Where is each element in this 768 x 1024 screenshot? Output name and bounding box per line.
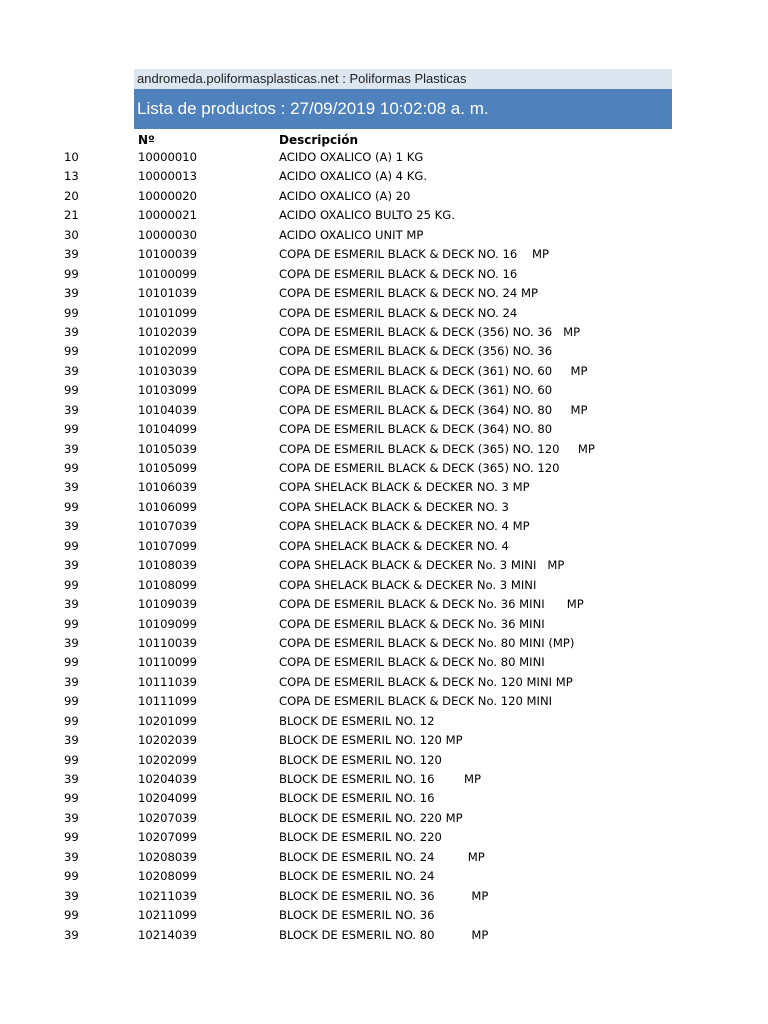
row-code: 39 — [64, 324, 79, 339]
table-row — [0, 887, 768, 906]
row-description: COPA DE ESMERIL BLACK & DECK (365) NO. 120 MP — [279, 441, 595, 456]
row-description: BLOCK DE ESMERIL NO. 220 MP — [279, 810, 463, 825]
row-description: BLOCK DE ESMERIL NO. 16 — [279, 791, 435, 806]
row-number: 10107099 — [138, 538, 198, 553]
row-description: BLOCK DE ESMERIL NO. 120 — [279, 752, 442, 767]
table-row — [0, 556, 768, 575]
row-code: 99 — [64, 538, 79, 553]
table-row — [0, 848, 768, 867]
row-code: 13 — [64, 169, 79, 184]
row-code: 39 — [64, 558, 79, 573]
column-header-description: Descripción — [279, 133, 358, 147]
row-code: 99 — [64, 713, 79, 728]
row-code: 39 — [64, 810, 79, 825]
table-row — [0, 148, 768, 167]
row-number: 10109099 — [138, 616, 198, 631]
row-code: 39 — [64, 441, 79, 456]
table-row — [0, 226, 768, 245]
row-description: BLOCK DE ESMERIL NO. 24 — [279, 869, 435, 884]
table-row — [0, 673, 768, 692]
row-number: 10204039 — [138, 772, 198, 786]
row-code: 99 — [64, 305, 79, 320]
row-code: 99 — [64, 791, 79, 806]
row-number: 10110099 — [138, 655, 198, 670]
row-number: 10106039 — [138, 480, 198, 495]
table-row — [0, 906, 768, 925]
row-description: COPA DE ESMERIL BLACK & DECK (365) NO. 120 — [279, 461, 560, 475]
row-description: COPA DE ESMERIL BLACK & DECK (356) NO. 36 — [279, 344, 553, 359]
row-number: 10102099 — [138, 344, 198, 359]
row-code: 20 — [64, 188, 79, 203]
row-number: 10102039 — [138, 324, 198, 339]
row-code: 39 — [64, 597, 79, 612]
row-code: 30 — [64, 227, 79, 242]
row-code: 10 — [64, 150, 79, 164]
table-row — [0, 809, 768, 828]
row-number: 10110039 — [138, 635, 198, 650]
row-description: COPA SHELACK BLACK & DECKER No. 3 MINI MP — [279, 558, 565, 573]
row-description: COPA DE ESMERIL BLACK & DECK NO. 16 MP — [279, 247, 549, 262]
row-number: 10204099 — [138, 791, 198, 806]
row-code: 99 — [64, 752, 79, 767]
row-description: COPA DE ESMERIL BLACK & DECK (356) NO. 36 MP — [279, 324, 581, 339]
row-code: 39 — [64, 635, 79, 650]
table-row — [0, 653, 768, 672]
row-number: 10101099 — [138, 305, 198, 320]
row-description: COPA DE ESMERIL BLACK & DECK No. 120 MINI — [279, 694, 553, 709]
table-row — [0, 692, 768, 711]
row-number: 10000020 — [138, 188, 198, 203]
row-description: COPA SHELACK BLACK & DECKER NO. 4 — [279, 538, 509, 553]
table-row — [0, 284, 768, 303]
row-code: 21 — [64, 208, 79, 223]
row-description: COPA SHELACK BLACK & DECKER NO. 3 MP — [279, 480, 530, 495]
row-code: 39 — [64, 480, 79, 495]
product-table — [0, 148, 768, 945]
table-row — [0, 867, 768, 886]
table-row — [0, 187, 768, 206]
row-number: 10000021 — [138, 208, 198, 223]
row-number: 10207039 — [138, 810, 198, 825]
row-code: 99 — [64, 869, 79, 884]
table-row — [0, 926, 768, 945]
row-description: BLOCK DE ESMERIL NO. 24 MP — [279, 849, 485, 864]
row-number: 10211099 — [138, 908, 198, 923]
table-row — [0, 828, 768, 847]
row-number: 10100039 — [138, 247, 198, 262]
row-description: COPA DE ESMERIL BLACK & DECK No. 120 MINI MP — [279, 674, 573, 689]
row-number: 10104099 — [138, 422, 198, 437]
table-row — [0, 770, 768, 789]
row-number: 10106099 — [138, 499, 198, 514]
row-number: 10201099 — [138, 713, 198, 728]
row-description: BLOCK DE ESMERIL NO. 36 MP — [279, 888, 489, 903]
row-number: 10000030 — [138, 227, 198, 242]
row-number: 10100099 — [138, 266, 198, 281]
table-row — [0, 304, 768, 323]
table-row — [0, 440, 768, 459]
table-row — [0, 537, 768, 556]
row-description: COPA DE ESMERIL BLACK & DECK (361) NO. 60 MP — [279, 363, 588, 378]
row-code: 99 — [64, 655, 79, 670]
row-description: COPA DE ESMERIL BLACK & DECK (364) NO. 80 MP — [279, 402, 588, 417]
row-description: COPA DE ESMERIL BLACK & DECK NO. 24 MP — [279, 286, 538, 301]
table-row — [0, 576, 768, 595]
row-description: COPA DE ESMERIL BLACK & DECK No. 80 MINI (MP) — [279, 635, 575, 650]
row-code: 39 — [64, 363, 79, 378]
row-number: 10202099 — [138, 752, 198, 767]
table-row — [0, 731, 768, 750]
row-description: COPA DE ESMERIL BLACK & DECK NO. 16 — [279, 266, 518, 281]
row-code: 99 — [64, 616, 79, 631]
row-code: 39 — [64, 674, 79, 689]
row-description: BLOCK DE ESMERIL NO. 220 — [279, 830, 442, 845]
row-code: 99 — [64, 422, 79, 437]
table-row — [0, 789, 768, 808]
row-description: COPA DE ESMERIL BLACK & DECK (361) NO. 60 — [279, 383, 553, 398]
row-description: COPA DE ESMERIL BLACK & DECK No. 80 MINI — [279, 655, 545, 670]
row-code: 39 — [64, 286, 79, 301]
row-description: COPA DE ESMERIL BLACK & DECK No. 36 MINI MP — [279, 597, 584, 612]
row-description: COPA SHELACK BLACK & DECKER NO. 3 — [279, 499, 509, 514]
table-row — [0, 595, 768, 614]
row-number: 10000010 — [138, 150, 198, 164]
table-row — [0, 206, 768, 225]
row-number: 10108039 — [138, 558, 198, 573]
table-row — [0, 265, 768, 284]
row-number: 10207099 — [138, 830, 198, 845]
row-code: 39 — [64, 402, 79, 417]
table-row — [0, 615, 768, 634]
row-number: 10101039 — [138, 286, 198, 301]
row-description: BLOCK DE ESMERIL NO. 120 MP — [279, 733, 463, 748]
source-header: andromeda.poliformasplasticas.net : Poliformas Plasticas — [134, 69, 672, 89]
row-description: ACIDO OXALICO (A) 20 — [279, 188, 411, 203]
row-number: 10111039 — [138, 674, 198, 689]
row-description: ACIDO OXALICO UNIT MP — [279, 227, 424, 242]
table-row — [0, 323, 768, 342]
row-code: 99 — [64, 908, 79, 923]
row-number: 10214039 — [138, 927, 198, 942]
table-row — [0, 478, 768, 497]
row-description: BLOCK DE ESMERIL NO. 36 — [279, 908, 435, 923]
table-row — [0, 751, 768, 770]
row-number: 10107039 — [138, 519, 198, 534]
row-code: 39 — [64, 772, 79, 786]
table-row — [0, 498, 768, 517]
table-row — [0, 167, 768, 186]
row-code: 39 — [64, 888, 79, 903]
table-row — [0, 342, 768, 361]
table-row — [0, 362, 768, 381]
row-description: COPA DE ESMERIL BLACK & DECK NO. 24 — [279, 305, 518, 320]
row-code: 99 — [64, 461, 79, 475]
row-number: 10208039 — [138, 849, 198, 864]
row-number: 10108099 — [138, 577, 198, 592]
row-code: 99 — [64, 830, 79, 845]
row-description: COPA DE ESMERIL BLACK & DECK No. 36 MINI — [279, 616, 545, 631]
row-code: 39 — [64, 247, 79, 262]
row-code: 99 — [64, 499, 79, 514]
row-number: 10104039 — [138, 402, 198, 417]
row-code: 39 — [64, 849, 79, 864]
table-row — [0, 712, 768, 731]
page-title: Lista de productos : 27/09/2019 10:02:08 a. m. — [134, 89, 672, 129]
row-description: BLOCK DE ESMERIL NO. 12 — [279, 713, 435, 728]
row-description: COPA SHELACK BLACK & DECKER No. 3 MINI — [279, 577, 537, 592]
row-number: 10211039 — [138, 888, 198, 903]
column-header-number: Nº — [138, 133, 155, 147]
row-number: 10111099 — [138, 694, 198, 709]
row-description: COPA SHELACK BLACK & DECKER NO. 4 MP — [279, 519, 530, 534]
table-row — [0, 401, 768, 420]
row-description: ACIDO OXALICO (A) 4 KG. — [279, 169, 428, 184]
row-description: BLOCK DE ESMERIL NO. 80 MP — [279, 927, 489, 942]
table-row — [0, 459, 768, 478]
row-description: ACIDO OXALICO (A) 1 KG — [279, 150, 424, 164]
row-code: 99 — [64, 266, 79, 281]
row-number: 10103099 — [138, 383, 198, 398]
row-number: 10202039 — [138, 733, 198, 748]
table-row — [0, 634, 768, 653]
row-description: COPA DE ESMERIL BLACK & DECK (364) NO. 80 — [279, 422, 553, 437]
row-code: 99 — [64, 577, 79, 592]
row-code: 99 — [64, 383, 79, 398]
row-code: 99 — [64, 344, 79, 359]
table-row — [0, 517, 768, 536]
row-number: 10109039 — [138, 597, 198, 612]
row-number: 10105099 — [138, 461, 198, 475]
row-number: 10105039 — [138, 441, 198, 456]
row-code: 39 — [64, 733, 79, 748]
row-code: 99 — [64, 694, 79, 709]
row-number: 10208099 — [138, 869, 198, 884]
table-row — [0, 245, 768, 264]
row-description: ACIDO OXALICO BULTO 25 KG. — [279, 208, 455, 223]
row-code: 39 — [64, 927, 79, 942]
row-number: 10000013 — [138, 169, 198, 184]
row-description: BLOCK DE ESMERIL NO. 16 MP — [279, 772, 482, 786]
row-code: 39 — [64, 519, 79, 534]
row-number: 10103039 — [138, 363, 198, 378]
table-row — [0, 381, 768, 400]
table-row — [0, 420, 768, 439]
